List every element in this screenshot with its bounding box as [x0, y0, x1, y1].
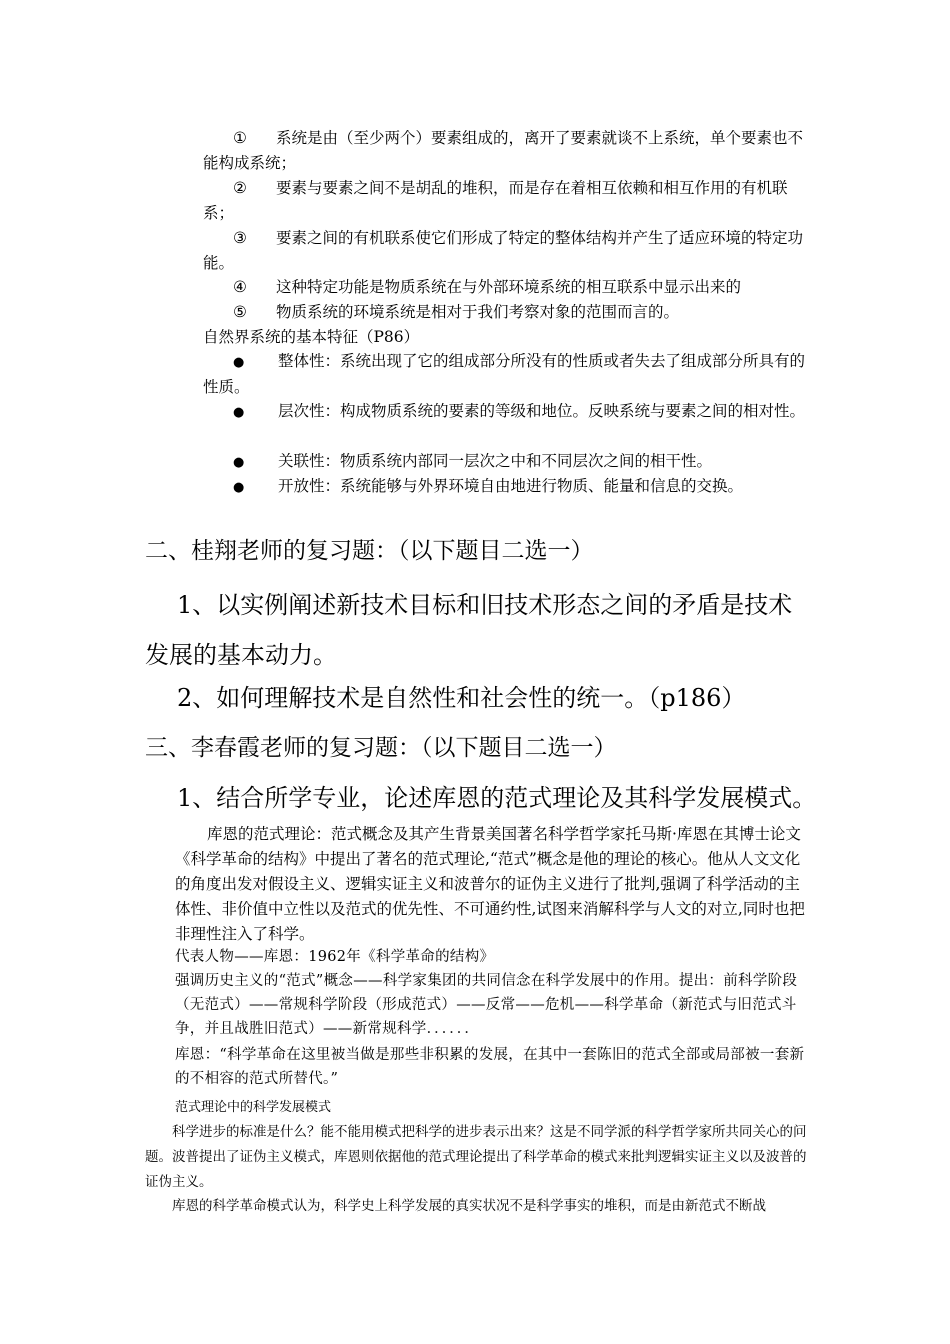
question-paragraph: 2、如何理解技术是自然性和社会性的统一。（p186） — [177, 684, 746, 712]
question-paragraph: 1、以实例阐述新技术目标和旧技术形态之间的矛盾是技术发展的基本动力。 — [145, 591, 793, 669]
list-item — [203, 300, 808, 325]
quote-paragraph: 库恩：“科学革命在这里被当做是那些非积累的发展，在其中一套陈旧的范式全部或局部被一套新的不相容的范式所替代。” — [175, 1047, 805, 1087]
list-text: 这种特定功能是物质系统在与外部环境系统的相互联系中显示出来的 — [276, 278, 742, 296]
list-text: 系统是由（至少两个）要素组成的，离开了要素就谈不上系统，单个要素也不能构成系统； — [203, 129, 804, 172]
list-text: 物质系统的环境系统是相对于我们考察对象的范围而言的。 — [276, 303, 680, 321]
list-item — [203, 275, 808, 300]
list-text: 要素之间的有机联系使它们形成了特定的整体结构并产生了适应环境的特定功能。 — [203, 229, 804, 272]
list-item — [203, 126, 808, 176]
emphasis-paragraph: 强调历史主义的“范式”概念——科学家集团的共同信念在科学发展中的作用。提出：前科学阶段（无范式）——常规科学阶段（形成范式）——反常——危机——科学革命（新范式与旧范式斗争，并且战胜旧范式）——新常规科学．．．．．． — [175, 973, 798, 1037]
bullet-text: 关联性：物质系统内部同一层次之中和不同层次之间的相干性。 — [278, 452, 713, 470]
body-paragraph: 科学进步的标准是什么？能不能用模式把科学的进步表示出来？这是不同学派的科学哲学家所共同关心的问题。波普提出了证伪主义模式，库恩则依据他的范式理论提出了科学革命的模式来批判逻辑实证主义以及波普的证伪主义。 — [145, 1124, 807, 1190]
body-paragraph: 库恩的科学革命模式认为，科学史上科学发展的真实状况不是科学事实的堆积，而是由新范式不断战 — [172, 1198, 766, 1214]
list-text: 要素与要素之间不是胡乱的堆积，而是存在着相互依赖和相互作用的有机联系； — [203, 179, 788, 222]
list-marker: ⑤ — [233, 303, 247, 321]
bullet-icon: ● — [233, 405, 245, 420]
bullet-item — [203, 349, 808, 400]
section-heading: 二、桂翔老师的复习题：（以下题目二选一） — [145, 538, 594, 564]
list-marker: ④ — [233, 278, 247, 296]
subsection-title: 范式理论中的科学发展模式 — [175, 1100, 332, 1115]
question-paragraph: 1、结合所学专业，论述库恩的范式理论及其科学发展模式。 — [177, 784, 817, 812]
list-marker: ① — [233, 129, 247, 147]
bullet-item — [203, 474, 808, 500]
section-heading: 三、李春霞老师的复习题：（以下题目二选一） — [145, 735, 617, 761]
bullet-text: 整体性：系统出现了它的组成部分所没有的性质或者失去了组成部分所具有的性质。 — [203, 352, 806, 396]
bullet-icon: ● — [233, 455, 245, 470]
representative-line: 代表人物——库恩：1962年《科学革命的结构》 — [175, 949, 495, 965]
list-item — [203, 176, 808, 226]
bullet-icon: ● — [233, 355, 245, 370]
list-marker: ② — [233, 179, 247, 197]
list-item — [203, 226, 808, 276]
bullet-text: 层次性：构成物质系统的要素的等级和地位。反映系统与要素之间的相对性。 — [278, 402, 806, 420]
body-paragraph: 库恩的范式理论：范式概念及其产生背景美国著名科学哲学家托马斯·库恩在其博士论文《科学革命的结构》中提出了著名的范式理论,“范式”概念是他的理论的核心。他从人文文化的角度出发对假设主义、逻辑实证主义和波普尔的证伪主义进行了批判,强调了科学活动的主体性、非价值中立性以及范式的优先性、不可通约性,试图来消解科学与人文的对立,同时也把非理性注入了科学。 — [175, 825, 805, 943]
bullet-item — [203, 449, 808, 475]
subheading: 自然界系统的基本特征（P86） — [203, 328, 420, 346]
bullet-item — [203, 399, 808, 425]
bullet-icon: ● — [233, 480, 245, 495]
bullet-text: 开放性：系统能够与外界环境自由地进行物质、能量和信息的交换。 — [278, 477, 744, 495]
list-marker: ③ — [233, 229, 247, 247]
